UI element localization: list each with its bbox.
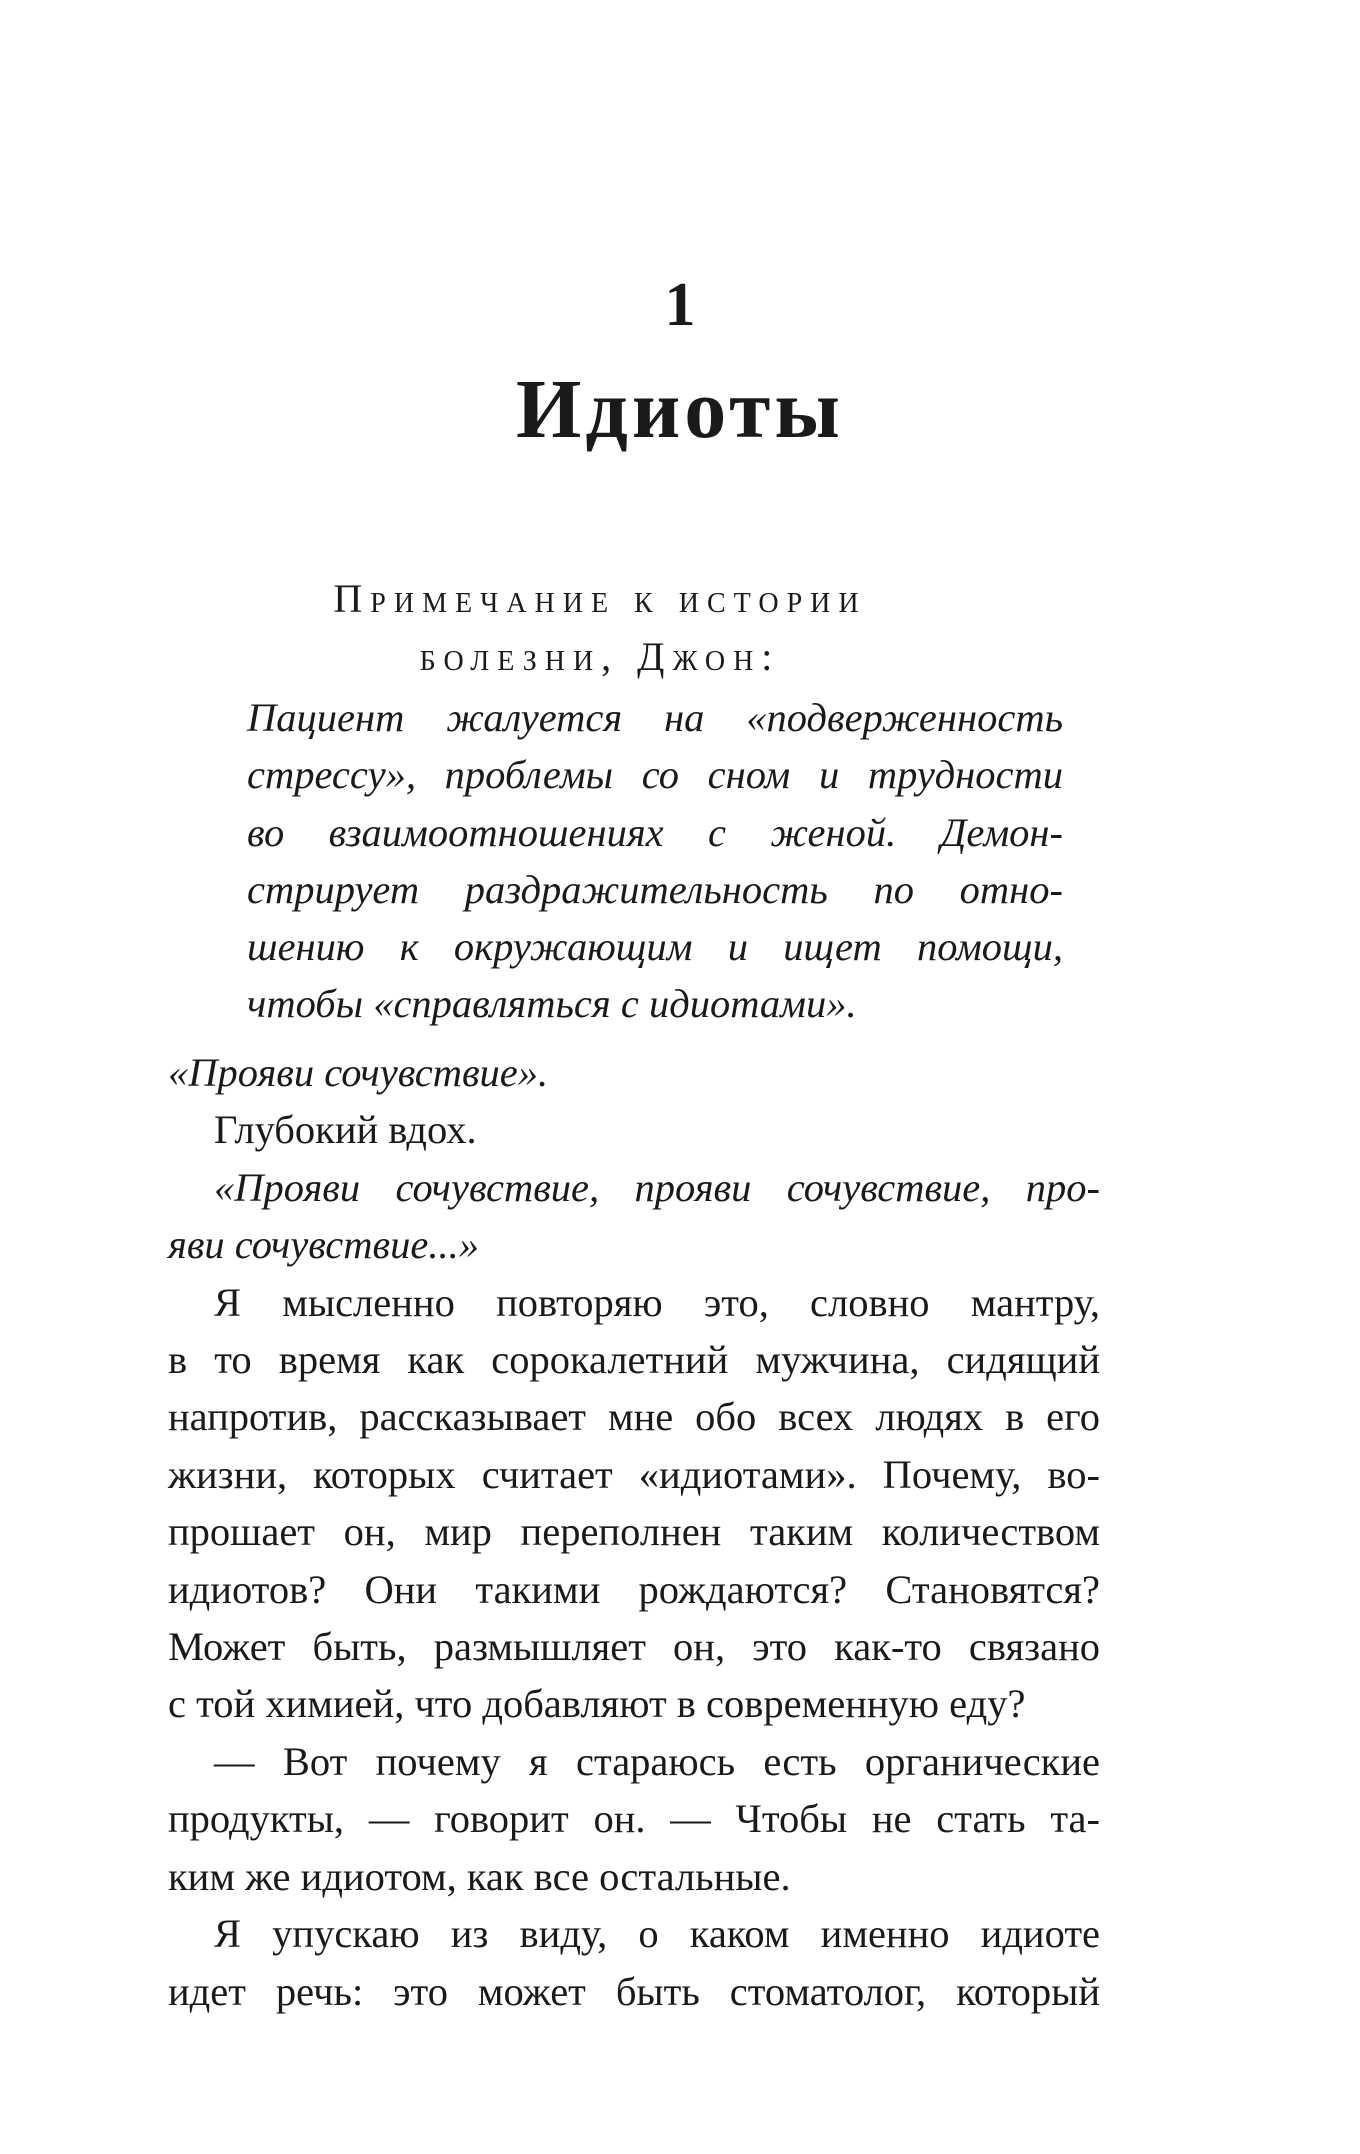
- note-line: шению к окружающим и ищет помощи,: [247, 924, 1063, 970]
- body-line: жизни, которых считает «идиотами». Почему, во-: [168, 1451, 1100, 1497]
- body-line: Может быть, размышляет он, это как-то связано: [168, 1624, 1100, 1670]
- chapter-number: 1: [664, 271, 696, 339]
- note-line: чтобы «справляться с идиотами».: [247, 981, 857, 1027]
- body-line: яви сочувствие...»: [168, 1222, 479, 1268]
- body-line: идиотов? Они такими рождаются? Становятся?: [168, 1566, 1100, 1612]
- body-text: [168, 1044, 1100, 2020]
- note-heading-line-1: Примечание к истории: [333, 576, 867, 621]
- body-line: Я упускаю из виду, о каком именно идиоте: [214, 1911, 1100, 1957]
- body-line: — Вот почему я стараюсь есть органические: [214, 1738, 1100, 1784]
- body-line: Я мысленно повторяю это, словно мантру,: [214, 1279, 1100, 1325]
- chapter-title: Идиоты: [516, 363, 844, 456]
- body-line: продукты, — говорит он. — Чтобы не стать та-: [168, 1796, 1100, 1842]
- note-line: стрессу», проблемы со сном и трудности: [247, 752, 1063, 798]
- body-line: прошает он, мир переполнен таким количеством: [168, 1509, 1100, 1555]
- body-line: в то время как сорокалетний мужчина, сидящий: [168, 1337, 1100, 1383]
- clinical-note: [247, 689, 1063, 1033]
- body-line: с той химией, что добавляют в современную еду?: [168, 1681, 1026, 1727]
- note-line: во взаимоотношениях с женой. Демон-: [247, 809, 1063, 855]
- note-line: Пациент жалуется на «подверженность: [247, 695, 1063, 740]
- note-heading-line-2: болезни, Джон:: [419, 634, 781, 679]
- body-line: идет речь: это может быть стоматолог, который: [168, 1968, 1100, 2014]
- body-line: «Прояви сочувствие».: [168, 1050, 549, 1095]
- body-line: «Прояви сочувствие, прояви сочувствие, про-: [214, 1164, 1100, 1210]
- note-line: стрирует раздражительность по отно-: [247, 866, 1063, 912]
- body-line: ким же идиотом, как все остальные.: [168, 1853, 791, 1899]
- note-heading: [250, 570, 950, 686]
- body-line: напротив, рассказывает мне обо всех людях в его: [168, 1394, 1100, 1440]
- body-line: Глубокий вдох.: [214, 1107, 477, 1153]
